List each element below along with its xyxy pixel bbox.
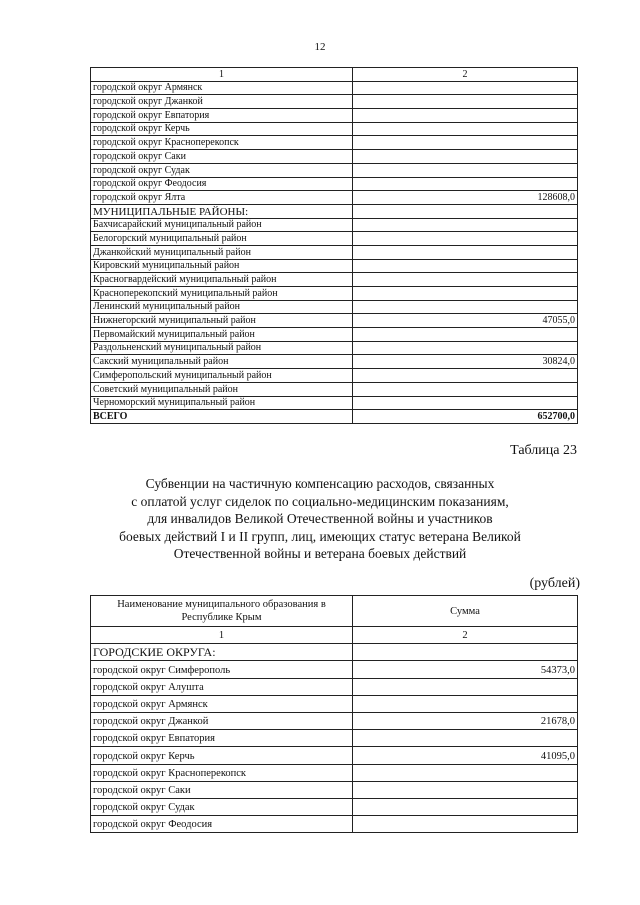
table-row xyxy=(91,396,578,410)
amount: 128608,0 xyxy=(353,191,578,205)
amount xyxy=(353,245,578,259)
municipality-name: Белогорский муниципальный район xyxy=(91,232,353,246)
municipality-name: Советский муниципальный район xyxy=(91,382,353,396)
amount xyxy=(353,341,578,355)
table-row xyxy=(91,661,578,678)
municipality-name: городской округ Керчь xyxy=(91,747,353,764)
table-header-row xyxy=(91,68,578,82)
section-row xyxy=(91,644,578,661)
amount xyxy=(353,369,578,383)
table-row xyxy=(91,341,578,355)
amount xyxy=(353,95,578,109)
municipality-name: городской округ Джанкой xyxy=(91,95,353,109)
column-number-2: 2 xyxy=(353,68,578,82)
amount xyxy=(353,122,578,136)
table-row xyxy=(91,163,578,177)
amount xyxy=(353,163,578,177)
amount xyxy=(353,678,578,695)
table-row xyxy=(91,328,578,342)
amount: 21678,0 xyxy=(353,712,578,729)
municipality-name: городской округ Симферополь xyxy=(91,661,353,678)
caption-line: Субвенции на частичную компенсацию расходов, связанных xyxy=(145,476,495,491)
amount xyxy=(353,287,578,301)
page-number: 12 xyxy=(314,41,326,53)
municipality-name: городской округ Феодосия xyxy=(91,816,353,833)
total-row xyxy=(91,410,578,424)
table-row xyxy=(91,712,578,729)
municipality-name: городской округ Красноперекопск xyxy=(91,764,353,781)
municipality-name: городской округ Алушта xyxy=(91,678,353,695)
table-row xyxy=(91,781,578,798)
amount xyxy=(353,259,578,273)
amount xyxy=(353,218,578,232)
amount xyxy=(353,644,578,661)
municipality-name: городской округ Феодосия xyxy=(91,177,353,191)
table-row xyxy=(91,314,578,328)
amount xyxy=(353,300,578,314)
municipality-name: городской округ Армянск xyxy=(91,81,353,95)
municipality-name: Джанкойский муниципальный район xyxy=(91,245,353,259)
column-number-1: 1 xyxy=(91,68,353,82)
amount: 54373,0 xyxy=(353,661,578,678)
municipality-name: Кировский муниципальный район xyxy=(91,259,353,273)
table-row xyxy=(91,678,578,695)
amount xyxy=(353,136,578,150)
municipality-name: Черноморский муниципальный район xyxy=(91,396,353,410)
table-row xyxy=(91,730,578,747)
table-row xyxy=(91,747,578,764)
subsidies-table-23 xyxy=(90,595,578,833)
caption-line: боевых действий I и II групп, лиц, имеющих статус ветерана Великой xyxy=(119,528,521,544)
municipality-name: Красноперекопский муниципальный район xyxy=(91,287,353,301)
table-row xyxy=(91,177,578,191)
table-row xyxy=(91,764,578,781)
amount xyxy=(353,273,578,287)
table-row xyxy=(91,232,578,246)
amount xyxy=(353,695,578,712)
municipality-name: городской округ Судак xyxy=(91,798,353,815)
table-row xyxy=(91,245,578,259)
table-row xyxy=(91,136,578,150)
table-row xyxy=(91,95,578,109)
table-row xyxy=(91,81,578,95)
municipality-name: Нижнегорский муниципальный район xyxy=(91,314,353,328)
table-row xyxy=(91,355,578,369)
amount xyxy=(353,204,578,218)
municipality-name: городской округ Ялта xyxy=(91,191,353,205)
amount xyxy=(353,232,578,246)
section-title: МУНИЦИПАЛЬНЫЕ РАЙОНЫ: xyxy=(91,204,353,218)
amount: 41095,0 xyxy=(353,747,578,764)
amount xyxy=(353,328,578,342)
column-number-1: 1 xyxy=(91,627,353,644)
table-header-row xyxy=(91,596,578,627)
municipality-name: городской округ Саки xyxy=(91,781,353,798)
column-number-2: 2 xyxy=(353,627,578,644)
municipality-name: городской округ Красноперекопск xyxy=(91,136,353,150)
amount xyxy=(353,781,578,798)
municipality-name: Раздольненский муниципальный район xyxy=(91,341,353,355)
amount: 30824,0 xyxy=(353,355,578,369)
units-label: (рублей) xyxy=(529,576,580,591)
table-caption xyxy=(0,475,640,563)
table-row xyxy=(91,191,578,205)
municipality-name: Бахчисарайский муниципальный район xyxy=(91,218,353,232)
municipality-name: Первомайский муниципальный район xyxy=(91,328,353,342)
table-row xyxy=(91,816,578,833)
amount xyxy=(353,396,578,410)
table-row xyxy=(91,109,578,123)
amount xyxy=(353,109,578,123)
table-row xyxy=(91,382,578,396)
municipality-name: городской округ Керчь xyxy=(91,122,353,136)
table-row xyxy=(91,259,578,273)
table-label: Таблица 23 xyxy=(510,443,577,458)
table-row xyxy=(91,369,578,383)
amount xyxy=(353,150,578,164)
table-row xyxy=(91,122,578,136)
amount xyxy=(353,382,578,396)
amount xyxy=(353,816,578,833)
table-row xyxy=(91,798,578,815)
municipality-name: городской округ Евпатория xyxy=(91,730,353,747)
municipality-name: городской округ Судак xyxy=(91,163,353,177)
table-row xyxy=(91,150,578,164)
municipality-name: Сакский муниципальный район xyxy=(91,355,353,369)
table-row xyxy=(91,300,578,314)
amount xyxy=(353,798,578,815)
subsidies-table-continued xyxy=(90,67,578,424)
amount xyxy=(353,730,578,747)
total-amount: 652700,0 xyxy=(353,410,578,424)
column-number-row xyxy=(91,627,578,644)
municipality-name: городской округ Саки xyxy=(91,150,353,164)
column-header-name: Наименование муниципального образования в Республике Крым xyxy=(91,596,353,627)
amount xyxy=(353,81,578,95)
section-title: ГОРОДСКИЕ ОКРУГА: xyxy=(91,644,353,661)
table-row xyxy=(91,695,578,712)
municipality-name: Симферопольский муниципальный район xyxy=(91,369,353,383)
total-label: ВСЕГО xyxy=(91,410,353,424)
municipality-name: Ленинский муниципальный район xyxy=(91,300,353,314)
amount xyxy=(353,177,578,191)
municipality-name: городской округ Армянск xyxy=(91,695,353,712)
table-row xyxy=(91,287,578,301)
caption-line: для инвалидов Великой Отечественной войны и участников xyxy=(147,511,493,526)
amount: 47055,0 xyxy=(353,314,578,328)
column-header-sum: Сумма xyxy=(353,596,578,627)
municipality-name: городской округ Джанкой xyxy=(91,712,353,729)
caption-line: с оплатой услуг сиделок по социально-медицинским показаниям, xyxy=(131,493,509,509)
caption-line: Отечественной войны и ветерана боевых действий xyxy=(173,546,467,561)
table-row xyxy=(91,273,578,287)
municipality-name: городской округ Евпатория xyxy=(91,109,353,123)
amount xyxy=(353,764,578,781)
section-row xyxy=(91,204,578,218)
table-row xyxy=(91,218,578,232)
municipality-name: Красногвардейский муниципальный район xyxy=(91,273,353,287)
